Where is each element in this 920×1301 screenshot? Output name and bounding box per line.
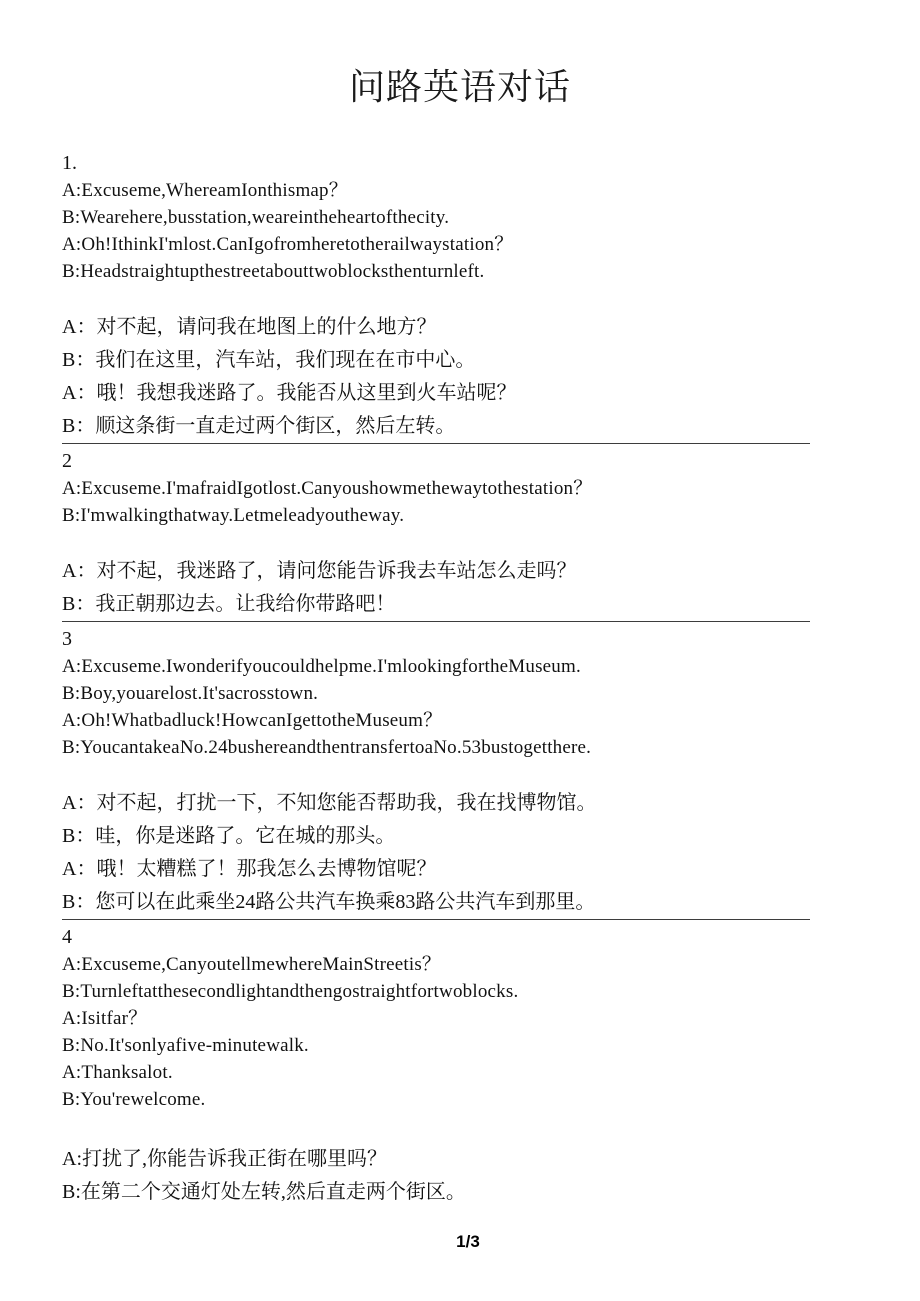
section-divider (62, 919, 810, 920)
dialogue-line-english: B:YoucantakeaNo.24bushereandthentransfertoaNo.53bustogetthere. (62, 737, 592, 758)
section-number: 4 (62, 926, 72, 948)
chinese-dialogue-block (62, 787, 858, 919)
dialogue-line-english: B:I'mwalkingthatway.Letmeleadyoutheway. (62, 505, 405, 526)
section-number: 3 (62, 628, 72, 650)
page-title: 问路英语对话 (348, 66, 571, 107)
dialogue-section-2 (62, 448, 858, 622)
dialogue-line-chinese: A：哦！太糟糕了！那我怎么去博物馆呢？ (62, 858, 437, 880)
dialogue-line-chinese: A:打扰了,你能告诉我正街在哪里吗？ (62, 1148, 387, 1170)
english-dialogue-block (62, 951, 858, 1113)
dialogue-line-chinese: A：哦！我想我迷路了。我能否从这里到火车站呢？ (62, 382, 517, 404)
dialogue-line-english: A:Thanksalot. (62, 1062, 173, 1083)
dialogue-line-chinese: A：对不起，打扰一下，不知您能否帮助我，我在找博物馆。 (62, 792, 597, 814)
section-divider (62, 621, 810, 622)
chinese-dialogue-block (62, 311, 858, 443)
dialogue-section-1 (62, 150, 858, 444)
dialogue-line-chinese: B：顺这条街一直走过两个街区，然后左转。 (62, 415, 456, 437)
dialogue-line-english: B:Wearehere,busstation,weareintheheartofthecity. (62, 207, 450, 228)
dialogue-line-english: A:Oh!Whatbadluck!HowcanIgettotheMuseum？ (62, 710, 443, 731)
dialogue-line-chinese: A：对不起，我迷路了，请问您能告诉我去车站怎么走吗？ (62, 560, 577, 582)
chinese-dialogue-block (62, 555, 858, 621)
dialogue-line-chinese: B：我正朝那边去。让我给你带路吧！ (62, 593, 396, 615)
dialogue-line-english: A:Excuseme,WhereamIonthismap？ (62, 180, 348, 201)
english-dialogue-block (62, 653, 858, 761)
dialogue-line-english: A:Excuseme.I'mafraidIgotlost.Canyoushowmethewaytothestation？ (62, 478, 593, 499)
dialogue-line-english: B:You'rewelcome. (62, 1089, 206, 1110)
section-number: 1. (62, 152, 77, 174)
chinese-dialogue-block (62, 1143, 858, 1209)
dialogue-section-4 (62, 924, 858, 1209)
page-number: 1/3 (456, 1232, 480, 1251)
dialogue-section-3 (62, 626, 858, 920)
dialogue-line-english: B:Headstraightupthestreetabouttwoblocksthenturnleft. (62, 261, 485, 282)
dialogue-line-chinese: B:在第二个交通灯处左转,然后直走两个街区。 (62, 1181, 466, 1203)
dialogue-line-chinese: B：我们在这里，汽车站，我们现在在市中心。 (62, 349, 476, 371)
dialogue-line-english: A:Oh!IthinkI'mlost.CanIgofromheretotherailwaystation？ (62, 234, 514, 255)
english-dialogue-block (62, 177, 858, 285)
dialogue-line-english: A:Isitfar？ (62, 1008, 148, 1029)
dialogue-line-english: A:Excuseme.Iwonderifyoucouldhelpme.I'mlookingfortheMuseum. (62, 656, 581, 677)
dialogue-line-chinese: B：哇，你是迷路了。它在城的那头。 (62, 825, 396, 847)
section-number: 2 (62, 450, 72, 472)
dialogue-line-english: B:Turnleftatthesecondlightandthengostraightfortwoblocks. (62, 981, 519, 1002)
section-divider (62, 443, 810, 444)
dialogue-line-chinese: B：您可以在此乘坐24路公共汽车换乘83路公共汽车到那里。 (62, 891, 596, 913)
english-dialogue-block (62, 475, 858, 529)
dialogue-line-chinese: A：对不起，请问我在地图上的什么地方？ (62, 316, 437, 338)
dialogue-line-english: A:Excuseme,CanyoutellmewhereMainStreetis？ (62, 954, 442, 975)
document-content (62, 150, 858, 1209)
dialogue-line-english: B:Boy,youarelost.It'sacrosstown. (62, 683, 319, 704)
dialogue-line-english: B:No.It'sonlyafive-minutewalk. (62, 1035, 309, 1056)
